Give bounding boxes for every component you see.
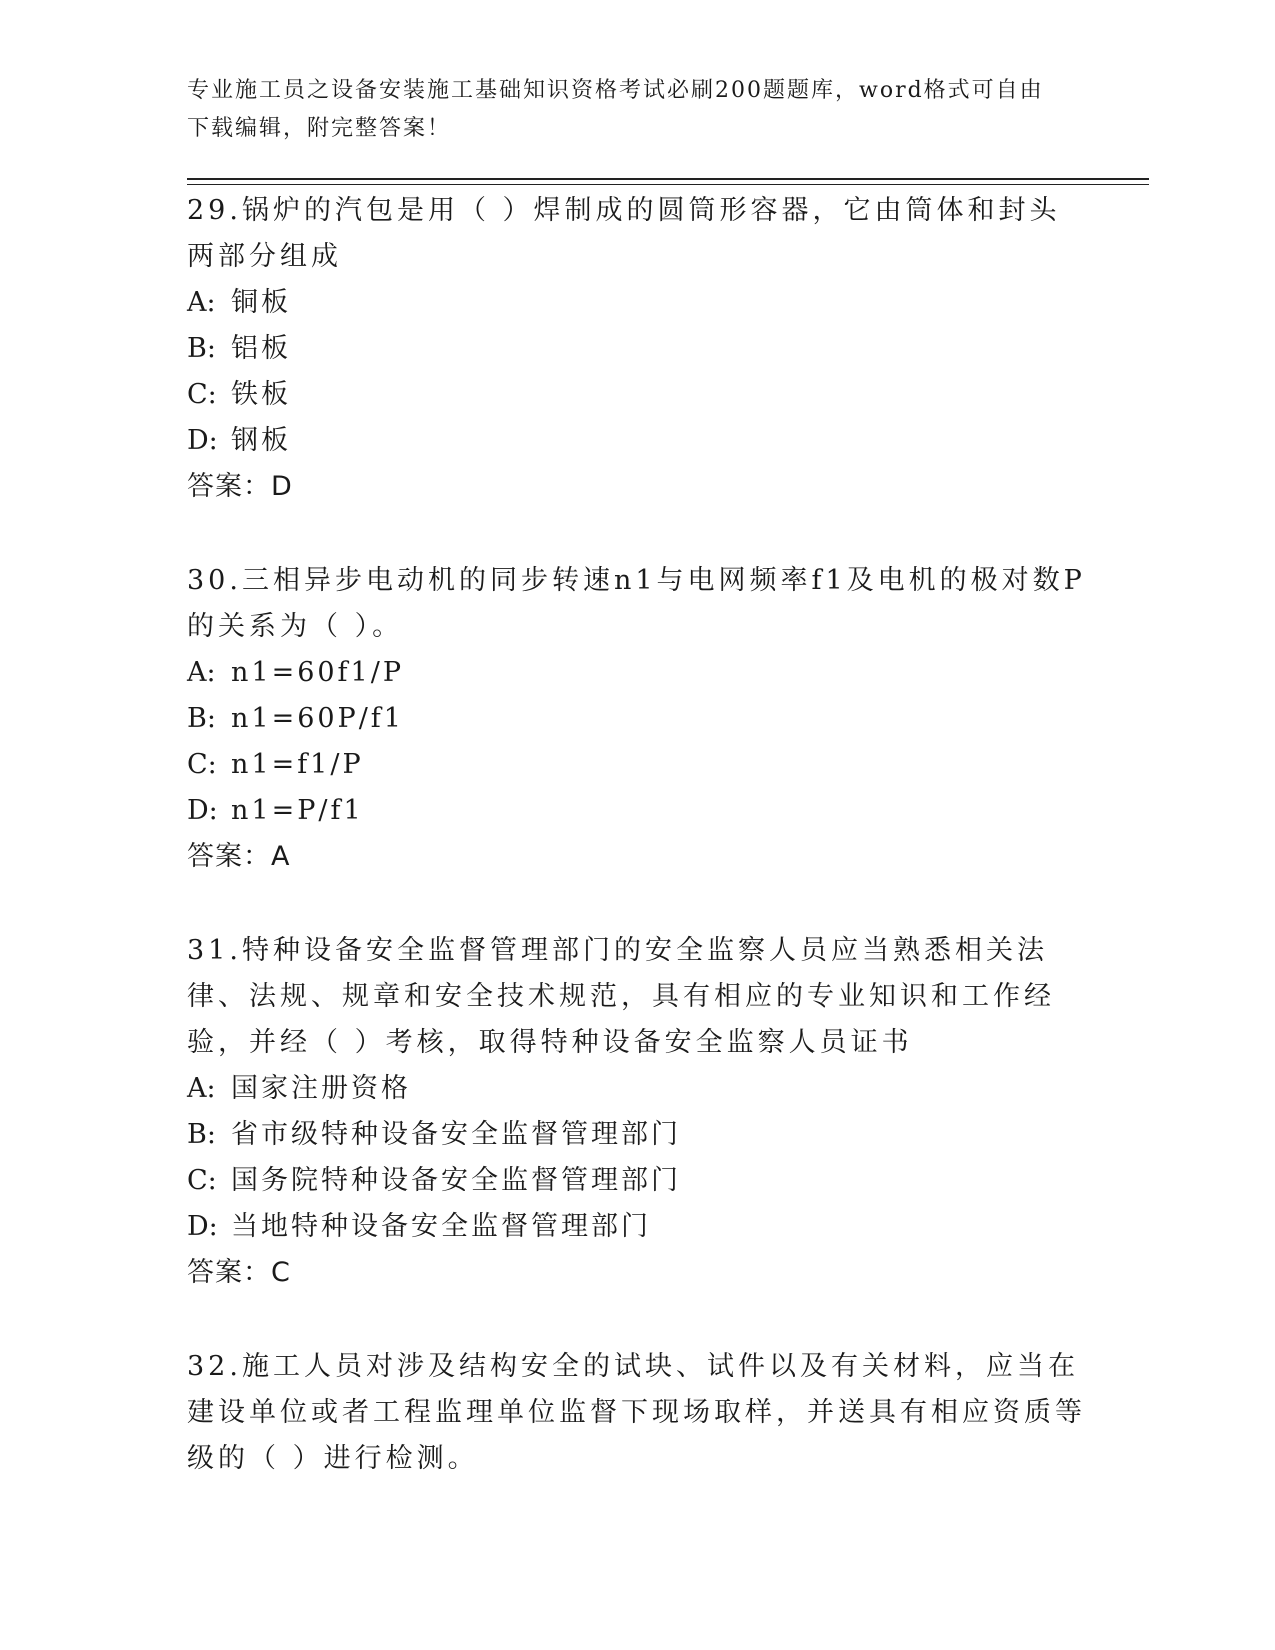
option-letter: A: [187,287,216,318]
option-letter: C: [187,749,217,780]
question-32 [187,1344,1087,1482]
option-c [187,742,1087,788]
answer-line: 答案：C [187,1257,291,1288]
document-header [187,72,1067,148]
option-letter: C: [187,1165,217,1196]
option-letter: D: [187,1211,218,1242]
option-text: 当地特种设备安全监督管理部门 [231,1211,651,1242]
option-d [187,788,1087,834]
option-a [187,1066,1087,1112]
option-letter: B: [187,703,216,734]
option-text: n1=60P/f1 [231,703,404,734]
header-line-1: 专业施工员之设备安装施工基础知识资格考试必刷200题题库，word格式可自由 [187,78,1044,103]
header-line-2: 下载编辑，附完整答案！ [187,116,452,141]
question-stem: 31.特种设备安全监督管理部门的安全监察人员应当熟悉相关法律、法规、规章和安全技术规范，具有相应的专业知识和工作经验，并经（ ）考核，取得特种设备安全监察人员证书 [187,935,1055,1058]
option-letter: B: [187,333,216,364]
header-divider-thick [187,178,1149,180]
option-d [187,418,1087,464]
option-letter: C: [187,379,217,410]
option-b [187,1112,1087,1158]
question-stem: 29.锅炉的汽包是用（ ）焊制成的圆筒形容器，它由筒体和封头两部分组成 [187,195,1061,272]
option-text: 钢板 [231,425,291,456]
option-text: 铝板 [231,333,291,364]
option-letter: A: [187,1073,216,1104]
option-b [187,696,1087,742]
option-b [187,326,1087,372]
option-letter: D: [187,425,218,456]
option-text: n1=60f1/P [231,657,404,688]
option-text: 国务院特种设备安全监督管理部门 [231,1165,681,1196]
answer-line: 答案：A [187,841,291,872]
question-31 [187,928,1087,1296]
option-letter: B: [187,1119,216,1150]
option-a [187,280,1087,326]
option-d [187,1204,1087,1250]
option-text: 国家注册资格 [231,1073,411,1104]
question-stem: 30.三相异步电动机的同步转速n1与电网频率f1及电机的极对数P的关系为（ ）。 [187,565,1086,642]
question-29 [187,188,1087,510]
option-text: n1=f1/P [231,749,364,780]
question-30 [187,558,1087,880]
option-letter: D: [187,795,218,826]
option-letter: A: [187,657,216,688]
header-divider-thin [187,184,1149,185]
question-stem: 32.施工人员对涉及结构安全的试块、试件以及有关材料，应当在建设单位或者工程监理单位监督下现场取样，并送具有相应资质等级的（ ）进行检测。 [187,1351,1086,1474]
option-c [187,1158,1087,1204]
question-list [187,188,1087,1530]
option-text: n1=P/f1 [231,795,364,826]
option-text: 省市级特种设备安全监督管理部门 [231,1119,681,1150]
option-text: 铁板 [231,379,291,410]
option-a [187,650,1087,696]
option-c [187,372,1087,418]
answer-line: 答案：D [187,471,293,502]
option-text: 铜板 [231,287,291,318]
